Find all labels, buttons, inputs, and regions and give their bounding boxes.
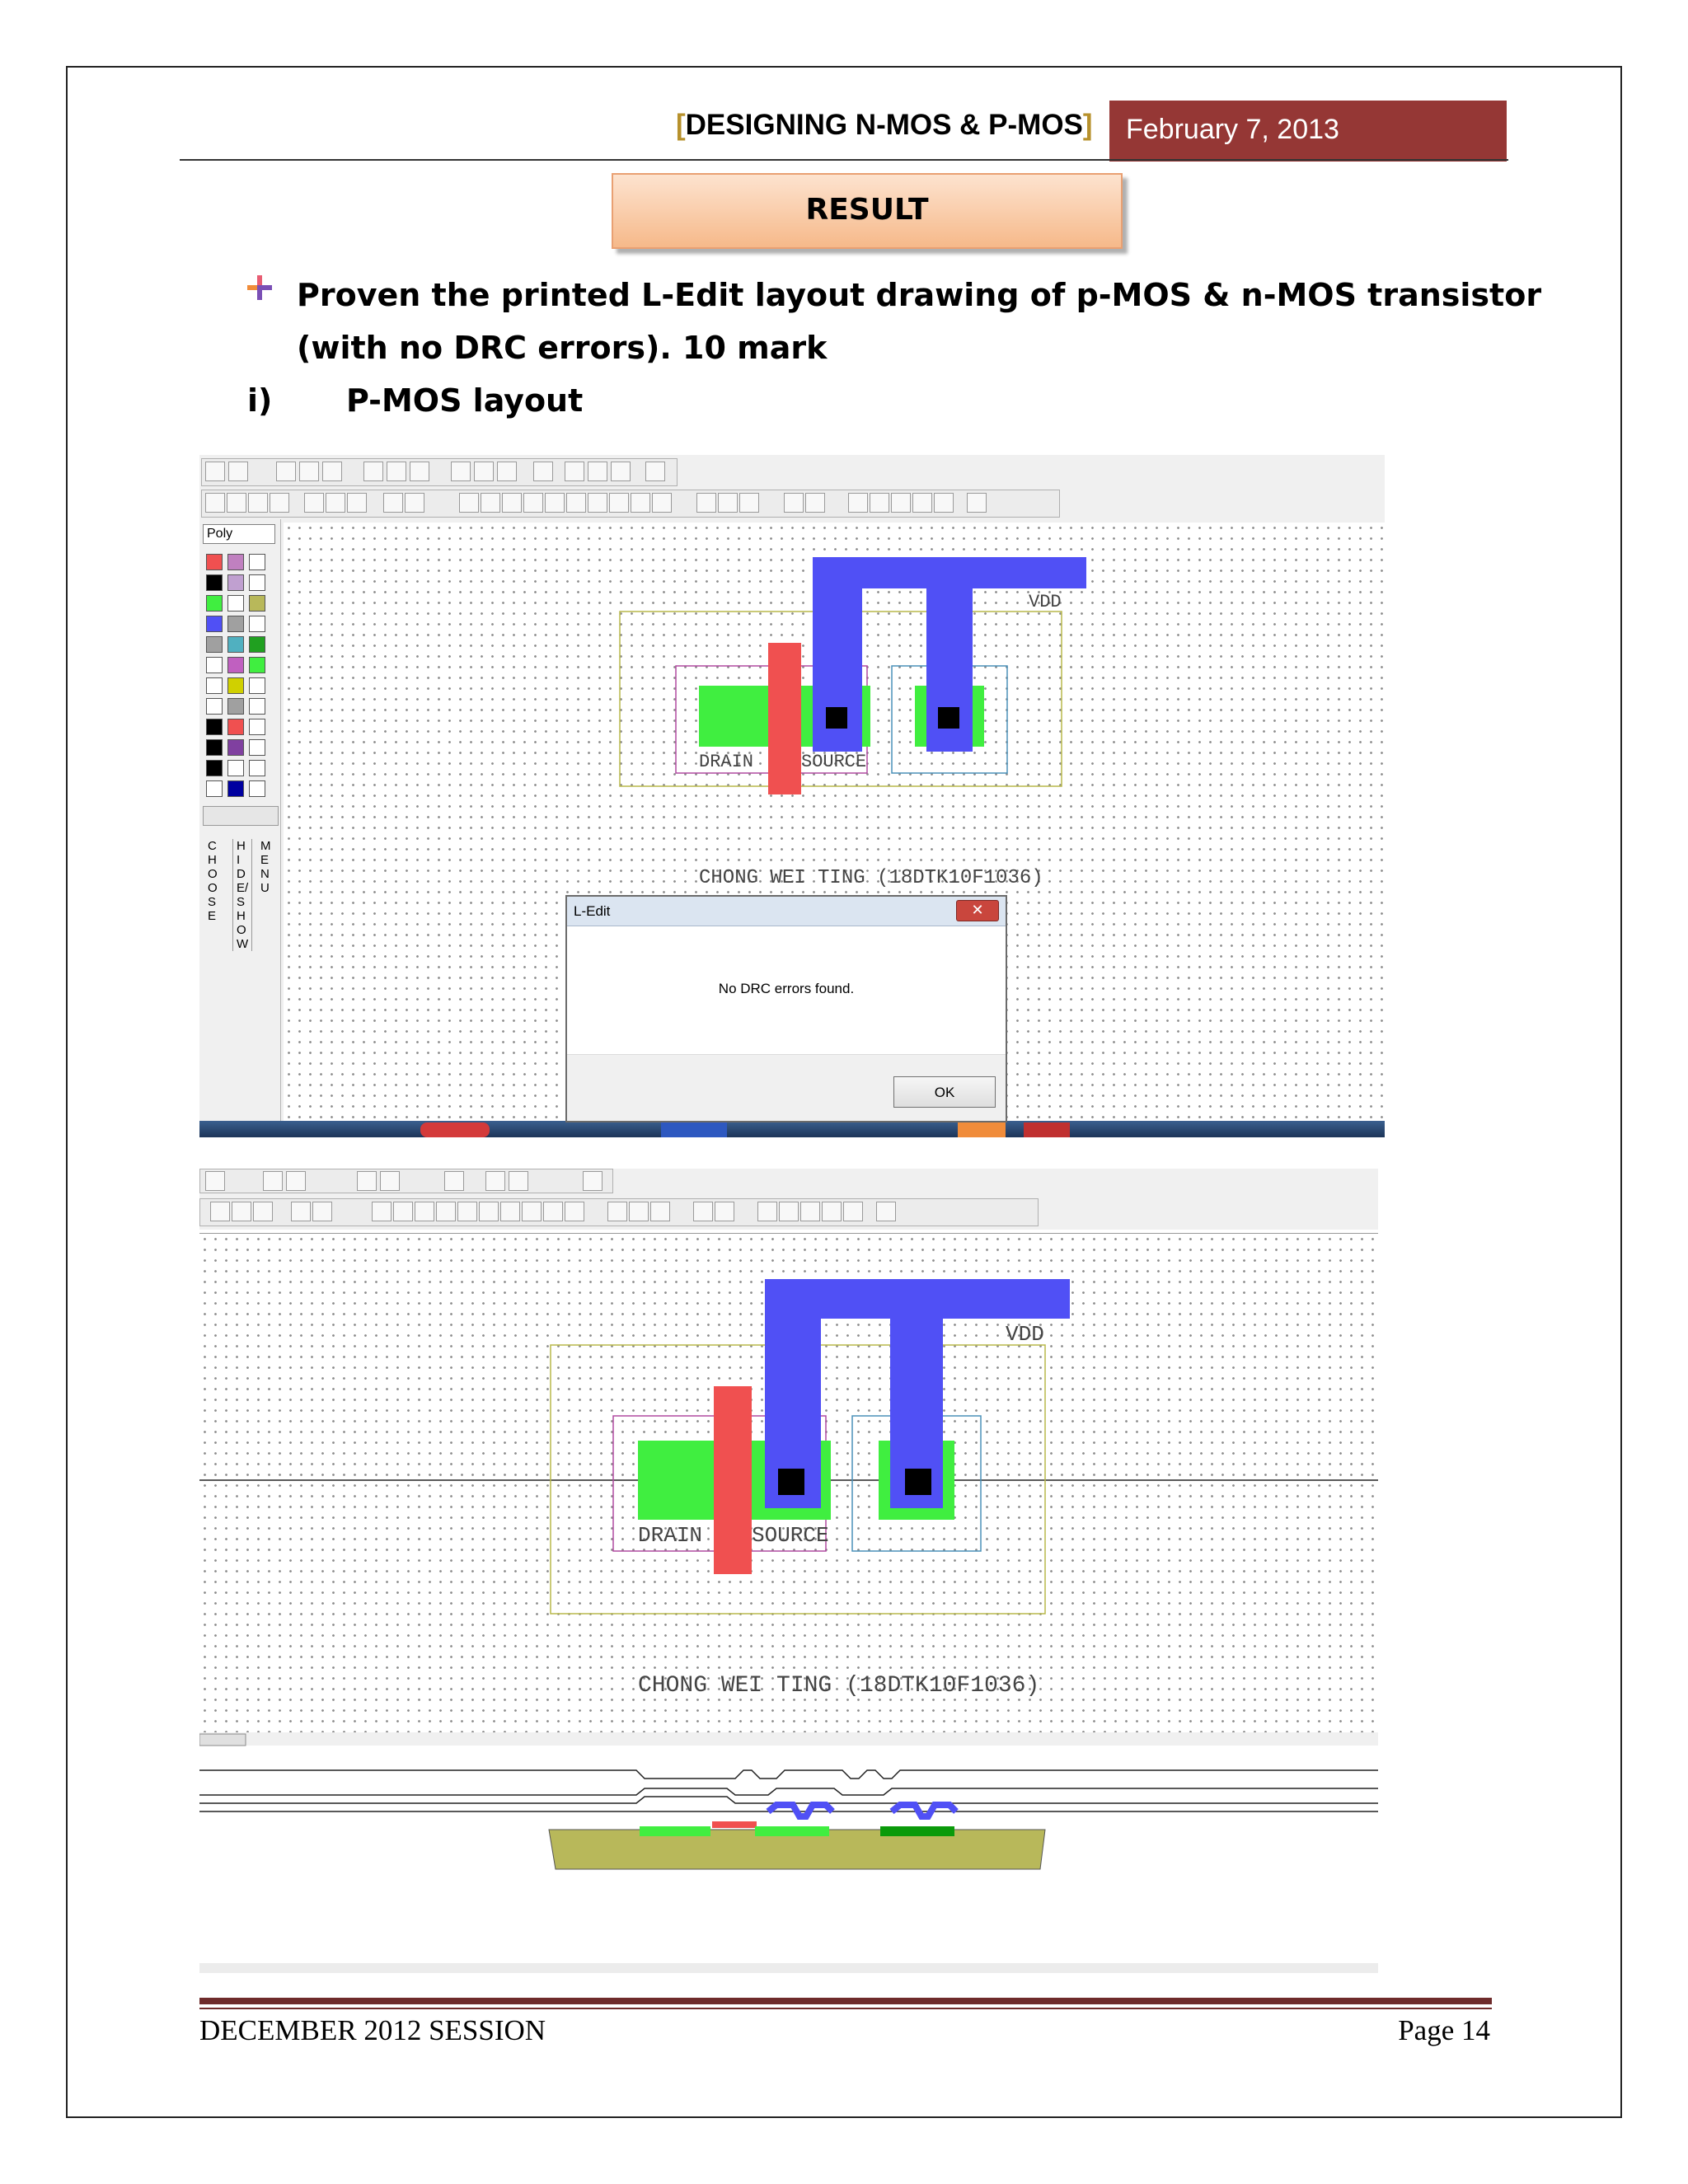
header-title-text: DESIGNING N-MOS & P-MOS: [685, 109, 1083, 141]
taskbar: [199, 1121, 1385, 1137]
result-heading: RESULT: [612, 173, 1123, 249]
dialog-footer: [567, 1054, 1006, 1121]
xsec-metal-source: [768, 1805, 832, 1816]
choose-tab[interactable]: CHOOSE: [208, 839, 218, 923]
drain-label: DRAIN: [638, 1523, 703, 1548]
contact-body: [905, 1469, 931, 1495]
footer-rule-thin: [199, 2008, 1492, 2009]
header-date: February 7, 2013: [1109, 101, 1507, 162]
hide-show-tab[interactable]: HIDE/SHOW: [232, 839, 252, 951]
contact-source: [826, 707, 847, 729]
taskbar-app-4[interactable]: [1024, 1122, 1070, 1137]
pmos-layout-drawing-2: [199, 1169, 1378, 1973]
designer-label: CHONG WEI TING (18DTK10F1036): [638, 1673, 1040, 1699]
dialog-message: No DRC errors found.: [718, 981, 855, 996]
designer-label: CHONG WEI TING (18DTK10F1036): [699, 867, 1043, 889]
subsection-number: i): [247, 382, 273, 419]
bottom-strip: [199, 1963, 1378, 1973]
contact-source: [778, 1469, 804, 1495]
poly-gate: [768, 643, 801, 794]
xsec-metal-body: [892, 1805, 956, 1816]
taskbar-app-2[interactable]: [661, 1122, 727, 1137]
bullet-cross-icon: [246, 274, 274, 302]
taskbar-app-3[interactable]: [958, 1122, 1006, 1137]
ledit-screenshot-1: [199, 455, 1385, 1137]
header-rule: [180, 159, 1508, 161]
footer-page-number: Page 14: [1398, 2014, 1490, 2046]
xsec-poly-gate: [712, 1821, 757, 1828]
cross-section-scroll-arrows[interactable]: [199, 1734, 246, 1746]
xsec-active-source: [755, 1826, 829, 1836]
drain-label: DRAIN: [699, 752, 754, 772]
vdd-label: VDD: [1029, 592, 1062, 612]
contact-body: [938, 707, 959, 729]
vdd-label: VDD: [1006, 1322, 1044, 1347]
header-title: [676, 109, 1093, 142]
xsec-active-body: [880, 1826, 954, 1836]
bullet-line-2: (with no DRC errors). 10 mark: [297, 330, 828, 366]
header-bracket-open: [: [676, 109, 686, 141]
ok-button[interactable]: OK: [893, 1076, 996, 1108]
taskbar-app-1[interactable]: [420, 1122, 490, 1137]
layer-select[interactable]: Poly: [203, 524, 275, 544]
poly-gate: [714, 1386, 752, 1574]
cross-section-scrollbar[interactable]: [199, 1732, 1378, 1746]
drc-dialog: [565, 895, 1007, 1122]
menu-tab[interactable]: MENU: [260, 839, 271, 895]
footer-session: DECEMBER 2012 SESSION: [199, 2014, 546, 2046]
footer-rule-thick: [199, 1998, 1492, 2004]
dialog-close-icon[interactable]: ✕: [956, 900, 999, 921]
subsection-label: P-MOS layout: [346, 382, 584, 419]
source-label: SOURCE: [752, 1523, 829, 1548]
header-bracket-close: ]: [1082, 109, 1093, 141]
ledit-screenshot-2: [199, 1169, 1378, 1973]
bullet-line-1: Proven the printed L-Edit layout drawing of p-MOS & n-MOS transistor: [297, 277, 1542, 313]
dialog-title: L-Edit: [567, 897, 1006, 926]
source-label: SOURCE: [801, 752, 867, 772]
xsec-active-drain: [640, 1826, 710, 1836]
